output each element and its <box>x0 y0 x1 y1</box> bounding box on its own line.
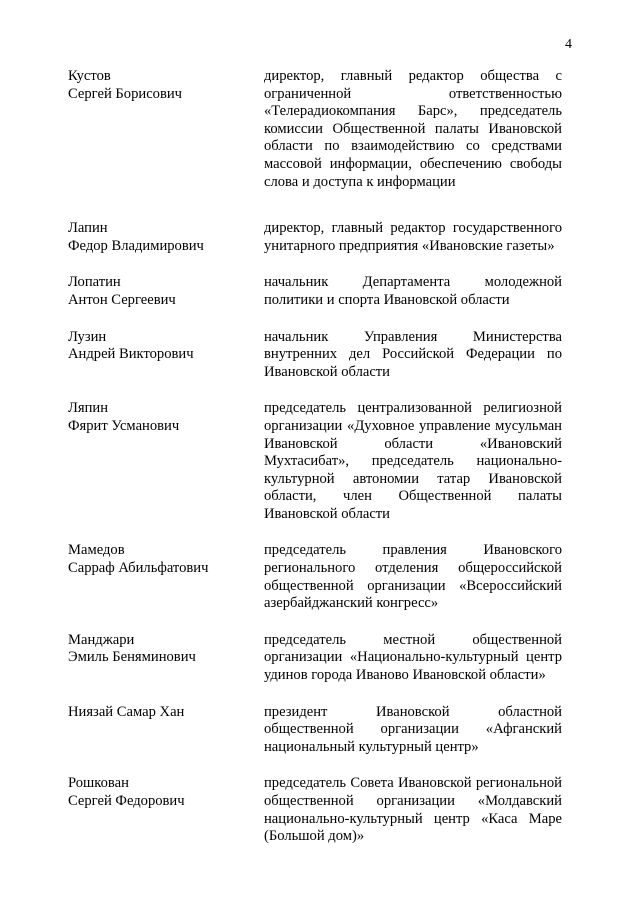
member-entry <box>68 68 562 191</box>
member-name <box>68 400 264 523</box>
member-entry <box>68 542 562 612</box>
member-name <box>68 704 264 757</box>
member-surname: Манджари <box>68 631 135 648</box>
member-given-names: Фярит Усманович <box>68 417 180 434</box>
member-surname: Ляпин <box>68 400 109 417</box>
member-surname: Рошкован <box>68 775 129 792</box>
member-name <box>68 329 264 382</box>
member-entry <box>68 775 562 845</box>
member-name <box>68 220 264 255</box>
member-name <box>68 542 264 612</box>
member-name <box>68 274 264 309</box>
member-entry <box>68 632 562 685</box>
member-description: директор, главный редактор государственного унитарного предприятия «Ивановские газеты» <box>264 220 562 254</box>
member-entry <box>68 704 562 757</box>
member-surname: Лапин <box>68 220 108 237</box>
member-surname: Лопатин <box>68 274 121 291</box>
member-name <box>68 68 264 191</box>
member-description: начальник Управления Министерства внутренних дел Российской Федерации по Ивановской области <box>264 328 562 380</box>
member-entry <box>68 274 562 309</box>
member-name <box>68 775 264 845</box>
member-description: начальник Департамента молодежной политики и спорта Ивановской области <box>264 274 562 308</box>
member-description: председатель правления Ивановского регионального отделения общероссийской общественной организации «Всероссийский азербайджанский конгресс» <box>264 542 562 612</box>
member-given-names: Федор Владимирович <box>68 237 204 254</box>
member-surname: Ниязай Самар Хан <box>68 703 185 720</box>
member-entry <box>68 329 562 382</box>
member-description: президент Ивановской областной общественной организации «Афганский национальный культурный центр» <box>264 703 562 755</box>
member-given-names: Антон Сергеевич <box>68 291 176 308</box>
member-list <box>68 68 562 846</box>
member-description: председатель Совета Ивановской региональной общественной организации «Молдавский национально-культурный центр «Каса Маре (Большой дом)» <box>264 775 562 845</box>
member-given-names: Сергей Федорович <box>68 793 185 809</box>
member-entry <box>68 220 562 255</box>
member-surname: Кустов <box>68 68 111 84</box>
member-given-names: Эмиль Беняминович <box>68 649 196 666</box>
member-description: председатель местной общественной организации «Национально-культурный центр удинов города Иваново Ивановской области» <box>264 631 562 684</box>
member-description: директор, главный редактор общества с ограниченной ответственностью «Телерадиокомпания Барс», председатель комиссии Общественной палаты Ивановской области по взаимодействию со средствами массовой информации, обеспечению свободы слова и доступа к информации <box>264 68 562 190</box>
page-number: 4 <box>565 37 572 52</box>
member-description: председатель централизованной религиозной организации «Духовное управление мусульман Ивановской области «Ивановский Мухтасибат», председатель национально-культурной автономии татар Ивановской области, член Общественной палаты Ивановской области <box>264 400 562 522</box>
member-given-names: Сергей Борисович <box>68 85 183 102</box>
member-surname: Лузин <box>68 328 107 345</box>
member-given-names: Сарраф Абильфатович <box>68 560 209 577</box>
member-surname: Мамедов <box>68 542 125 559</box>
member-name <box>68 632 264 685</box>
member-entry <box>68 400 562 523</box>
member-given-names: Андрей Викторович <box>68 346 194 363</box>
